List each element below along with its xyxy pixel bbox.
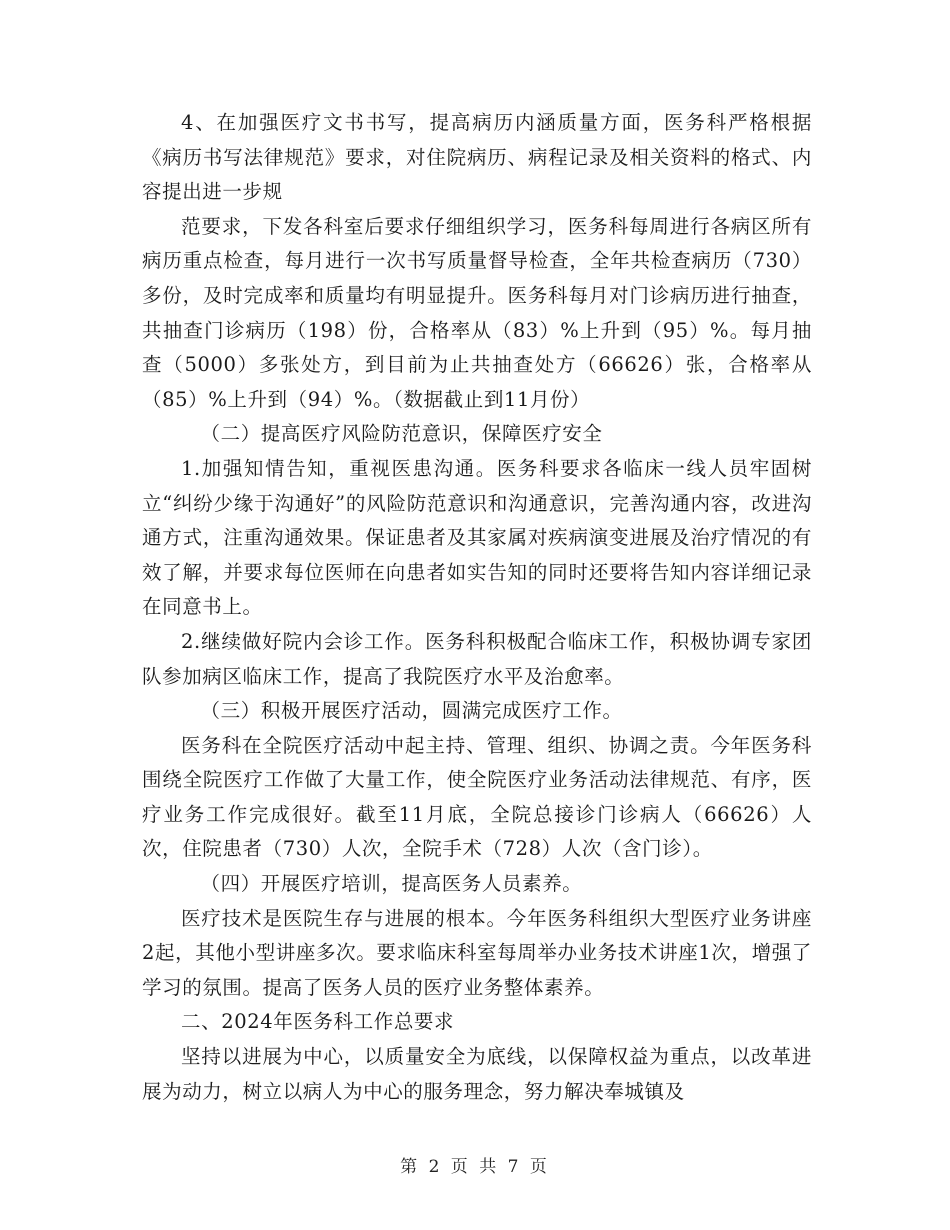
paragraph-medical-activities: 医务科在全院医疗活动中起主持、管理、组织、协调之责。今年医务科围绕全院医疗工作做了大量工作，使全院医疗业务活动法律规范、有序，医疗业务工作完成很好。截至11月底，全院总接诊门诊病人（66626）人次，住院患者（730）人次，全院手术（728）人次（含门诊）。 xyxy=(142,733,812,861)
paragraph-records-inspection: 范要求，下发各科室后要求仔细组织学习，医务科每周进行各病区所有病历重点检查，每月进行一次书写质量督导检查，全年共检查病历（730）多份，及时完成率和质量均有明显提升。医务科每月对门诊病历进行抽查，共抽查门诊病历（198）份，合格率从（83）%上升到（95）%。每月抽查（5000）多张处方，到目前为止共抽查处方（66626）张，合格率从（85）%上升到（94）%。（数据截止到11月份） xyxy=(142,214,812,411)
heading-risk-prevention: （二）提高医疗风险防范意识，保障医疗安全 xyxy=(200,422,603,446)
heading-training: （四）开展医疗培训，提高医务人员素养。 xyxy=(200,872,583,896)
page-number-footer: 第 2 页 共 7 页 xyxy=(400,1157,550,1177)
document-body xyxy=(142,106,812,1109)
heading-medical-activities: （三）积极开展医疗活动，圆满完成医疗工作。 xyxy=(200,699,623,723)
paragraph-training: 医疗技术是医院生存与进展的根本。今年医务科组织大型医疗业务讲座2起，其他小型讲座多次。要求临床科室每周举办业务技术讲座1次，增强了学习的氛围。提高了医务人员的医疗业务整体素养。 xyxy=(142,906,812,999)
paragraph-medical-records: 4、在加强医疗文书书写，提高病历内涵质量方面，医务科严格根据《病历书写法律规范》要求，对住院病历、病程记录及相关资料的格式、内容提出进一步规 xyxy=(142,111,812,204)
heading-2024-requirements: 二、2024年医务科工作总要求 xyxy=(181,1010,455,1034)
paragraph-consultation: 2.继续做好院内会诊工作。医务科积极配合临床工作，积极协调专家团队参加病区临床工作，提高了我院医疗水平及治愈率。 xyxy=(142,629,812,688)
paragraph-informed-consent: 1.加强知情告知，重视医患沟通。医务科要求各临床一线人员牢固树立“纠纷少缘于沟通好”的风险防范意识和沟通意识，完善沟通内容，改进沟通方式，注重沟通效果。保证患者及其家属对疾病演变进展及治疗情况的有效了解，并要求每位医师在向患者如实告知的同时还要将告知内容详细记录在同意书上。 xyxy=(142,456,812,619)
paragraph-2024-requirements: 坚持以进展为中心，以质量安全为底线，以保障权益为重点，以改革进展为动力，树立以病人为中心的服务理念，努力解决奉城镇及 xyxy=(142,1045,812,1103)
